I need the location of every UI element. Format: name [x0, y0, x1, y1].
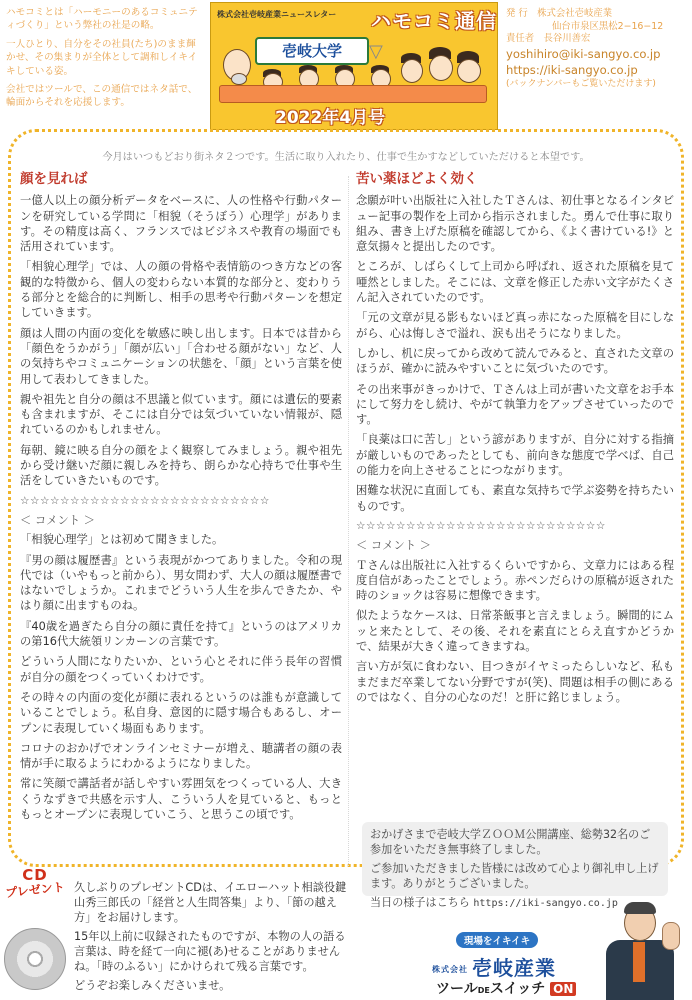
article-paragraph: 毎朝、鏡に映る自分の顔をよく観察してみましょう。親や祖先から受け継いだ顔に親しみを持ち、朗らかな心持ちで仕事や生活をしていきたいものです。	[20, 443, 342, 488]
cd-disc-icon	[4, 928, 66, 990]
slogan-word: ツール	[436, 981, 478, 997]
comment-paragraph: 言い方が気に食わない、目つきがイヤミったらしいなど、私もまだまだ卒業してない分野ですが(笑)、問題は相手の側にあるのではなく、自分の心なのだ！と肝に銘じましょう。	[356, 660, 674, 704]
president-photo-tie	[633, 942, 645, 982]
notice-url-link[interactable]: https://iki-sangyo.co.jp	[473, 898, 618, 910]
comment-paragraph: 『40歳を過ぎたら自分の顔に責任を持て』というのはアメリカの第16代大統領リンカーンの言葉です。	[20, 619, 342, 649]
comment-paragraph: どういう人間になりたいか、という心とそれに伴う長年の習慣が自分の顔をつくっていくわけです。	[20, 655, 342, 684]
notice-link-label: 当日の様子はこちら	[370, 896, 470, 910]
company-prefix: 株式会社	[432, 965, 468, 974]
comment-paragraph: 常に笑顔で講話者が話しやすい雰囲気をつくっている人、大きくうなずきで共感を示す人、こういう人を見ていると、もっともっとオープンに表現していこう、と思うこの頃です。	[20, 777, 342, 821]
website-link[interactable]: https://iki-sangyo.co.jp	[506, 62, 638, 77]
president-photo-hair	[624, 902, 656, 914]
article-medicine	[356, 172, 674, 710]
masthead-illustration	[210, 2, 498, 130]
article-title: 顔を見れば	[20, 171, 88, 187]
trophy-icon: ▽	[369, 41, 383, 62]
lead-text: 今月はいつもどおり街ネタ２つです。生活に取り入れたり、仕事で生かすなどしていただけると本望です。	[102, 152, 590, 163]
president-photo-hand	[662, 922, 680, 950]
intro-text	[6, 6, 202, 115]
zoom-lecture-notice	[362, 822, 668, 910]
person-illustration	[429, 55, 453, 81]
masthead-title: ハモコミ通信	[371, 9, 497, 33]
company-name	[432, 952, 556, 981]
university-logo: 壱岐大学	[255, 37, 369, 65]
article-paragraph: 念願が叶い出版社に入社したＴさんは、初仕事となるインタビュー記事の製作を上司から指示されました。勇んで仕事に取り組み、書き上げた原稿を確認してから、《よく書けている!》と意気揚々と提出したのです。	[356, 194, 674, 254]
slogan-on-badge: ON	[550, 982, 576, 996]
comment-label: ＜ コメント ＞	[356, 539, 431, 553]
cd-present-text	[74, 880, 350, 997]
notice-line: ご参加いただきました皆様には改めて心より御礼申し上げます。ありがとうございました。	[370, 862, 659, 890]
editor-name: 責任者 長谷川善宏	[506, 33, 591, 45]
company-slogan	[436, 978, 576, 998]
comment-paragraph: コロナのおかげでオンラインセミナーが増え、聴講者の顔の表情が手に取るようにわかるようになりました。	[20, 741, 342, 771]
comment-paragraph: その時々の内面の変化が顔に表れるというのは誰もが意識していることでしょう。私自身、意図的に隠す場合もあるし、オープンに表現していく場面もあります。	[20, 690, 342, 735]
comment-paragraph: 「相貌心理学」とは初めて聞きました。	[20, 533, 224, 547]
person-illustration	[401, 59, 423, 83]
comment-paragraph: 似たようなケースは、日常茶飯事と言えましょう。瞬間的にムッと来たとして、その後、それを素直にとらえ直すかどうかで、結果が大きく違ってきますね。	[356, 609, 674, 654]
intro-paragraph: 一人ひとり、自分をその社員(たち)のまま輝かせ、その集まりが全体として調和しイキイキしている姿。	[6, 38, 198, 77]
intro-paragraph: ハモコミとは「ハーモニーのあるコミュニティづくり」という弊社の社是の略。	[6, 7, 198, 32]
publisher-address: 仙台市泉区黒松2−16−12	[552, 20, 664, 32]
article-paragraph: 「相貌心理学」では、人の顔の骨格や表情筋のつき方などの客観的な特徴から、個人の変わらない本質的な部分と、変わりうる部分とを総合的に判断し、相手の思考や行動パターンを想定していきます。	[20, 260, 342, 320]
article-paragraph: 困難な状況に直面しても、素直な気持ちで学ぶ姿勢を持ちたいものです。	[356, 484, 674, 513]
cd-sublabel: プレゼント	[4, 879, 66, 901]
article-paragraph: 「良薬は口に苦し」という諺がありますが、自分に対する指摘が厳しいものであったとしても、前向きな態度で学べば、自己の能力を向上させることにつながります。	[356, 433, 674, 478]
person-illustration	[231, 73, 247, 85]
article-paragraph: その出来事がきっかけで、Ｔさんは上司が書いた文章をお手本にして努力をし続け、やがて執筆力をアップさせていったのです。	[356, 382, 674, 427]
cd-paragraph: どうぞお楽しみくださいませ。	[74, 979, 231, 992]
desk-illustration	[219, 85, 487, 103]
comment-paragraph: Ｔさんは出版社に入社するくらいですから、文章力にはある程度自信があったことでしょう。赤ペンだらけの原稿が返された時のショックは容易に想像できます。	[356, 558, 674, 603]
cd-present-badge	[2, 866, 68, 901]
company-logo	[404, 908, 614, 996]
article-face	[20, 172, 342, 827]
star-divider: ☆☆☆☆☆☆☆☆☆☆☆☆☆☆☆☆☆☆☆☆☆☆☆☆☆	[356, 519, 606, 532]
cd-paragraph: 15年以上前に収録されたものですが、本物の人の語る言葉は、時を経て一向に褪(あ)せることがありませんね。「時のふるい」にかけられて残る言葉です。	[74, 930, 346, 973]
comment-paragraph: 『男の顔は履歴書』という表現がかつてありました。令和の現代では（いやもっと前から）、男女問わず、大人の顔は履歴書ではないでしょうか。これまでどういう人生を歩んできたか、やはり顔に出ますものね。	[20, 553, 342, 613]
masthead-publisher-line: 株式会社壱岐産業ニュースレター	[217, 10, 337, 19]
company-name-text: 壱岐産業	[472, 956, 556, 980]
comment-label: ＜ コメント ＞	[20, 513, 95, 527]
notice-line: おかげさまで壱岐大学ＺＯＯＭ公開講座、総勢32名のご参加をいただき無事終了しました。	[370, 828, 651, 856]
article-paragraph: しかし、机に戻ってから改めて読んでみると、直された文章のほうが、確かに読みやすいことに気づいたのです。	[356, 346, 674, 376]
cd-paragraph: 久しぶりのプレゼントCDは、イエローハット相談役鍵山秀三郎氏の「経営と人生問答集」より、「節の越え方」をお届けします。	[74, 881, 347, 924]
article-paragraph: 顔は人間の内面の変化を敏感に映し出します。日本では昔から「顔色をうかがう」「顔が広い」「合わせる顔がない」など、人の気持ちやコミュニケーションの状態を、「顔」という言葉を使用して表わしてきました。	[20, 326, 342, 386]
email-link[interactable]: yoshihiro@iki-sangyo.co.jp	[506, 46, 661, 61]
slogan-de: DE	[477, 986, 490, 995]
backnumber-note: (バックナンバーもご覧いただけます)	[506, 78, 656, 89]
publisher-info	[506, 8, 690, 90]
company-ribbon: 現場をイキイキ	[456, 932, 538, 948]
article-paragraph: ところが、しばらくして上司から呼ばれ、返された原稿を見て唖然としました。そこには、文章を修正した赤い文字がたくさん記入されていたのです。	[356, 260, 674, 305]
slogan-switch: スイッチ	[489, 981, 546, 997]
intro-paragraph: 会社ではツールで、この通信ではネタ話で、輪面からそれを応援します。	[6, 84, 198, 109]
issue-date: 2022年4月号	[275, 108, 386, 128]
article-paragraph: 親や祖先と自分の顔は不思議と似ています。顔には遺伝的要素も含まれますが、そこには自分では気づいていない情報が、隠れているのかもしれません。	[20, 392, 342, 437]
person-illustration	[457, 59, 481, 83]
article-title: 苦い薬ほどよく効く	[356, 171, 478, 187]
article-paragraph: 一億人以上の顔分析データをベースに、人の性格や行動パターンを研究している学問に「相貌（そうぼう）心理学」があります。その精度は高く、フランスではビジネスや教育の場面でも活用されています。	[20, 194, 342, 254]
article-paragraph: 「元の文章が見る影もないほど真っ赤になった原稿を目にしながら、心は悔しさで溢れ、涙も出そうになりました。	[356, 311, 674, 340]
column-divider	[348, 176, 349, 866]
star-divider: ☆☆☆☆☆☆☆☆☆☆☆☆☆☆☆☆☆☆☆☆☆☆☆☆☆	[20, 494, 270, 507]
cd-label: CD	[22, 866, 48, 884]
publisher-name: 発 行 株式会社壱岐産業	[506, 8, 613, 19]
